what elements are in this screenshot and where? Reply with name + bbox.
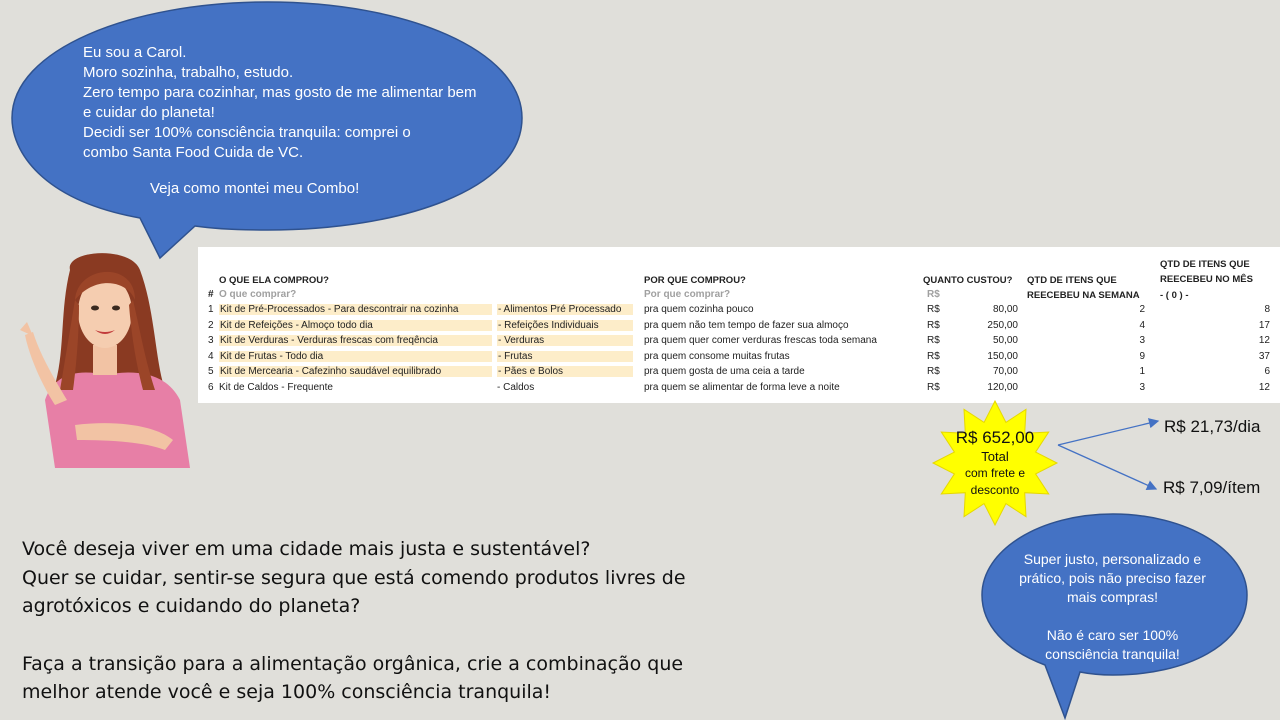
total-star-text: [940, 428, 1050, 498]
header-qty-month-3: - ( 0 ) -: [1160, 290, 1189, 301]
arrow-per-day: [1058, 421, 1158, 445]
subheader-what: O que comprar?: [219, 289, 297, 300]
table-cell-cat: - Refeições Individuais: [497, 320, 633, 331]
table-cell-n: 2: [208, 319, 214, 331]
table-cell-week: 9: [1139, 350, 1145, 362]
table-cell-why: pra quem quer comer verduras frescas toda semana: [644, 335, 877, 346]
table-cell-kit: Kit de Mercearia - Cafezinho saudável equilibrado: [219, 366, 492, 377]
testimonial-line: consciência tranquila!: [1045, 646, 1180, 662]
table-cell-month: 37: [1258, 350, 1270, 362]
table-cell-n: 6: [208, 381, 214, 393]
testimonial-line: Não é caro ser 100%: [1046, 627, 1179, 643]
header-qty-month-1: QTD DE ITENS QUE: [1160, 259, 1250, 270]
table-cell-cur: R$: [927, 350, 940, 362]
intro-line: e cuidar do planeta!: [83, 104, 215, 121]
table-cell-why: pra quem gosta de uma ceia a tarde: [644, 366, 805, 377]
table-cell-month: 8: [1264, 304, 1270, 315]
table-cell-week: 1: [1139, 366, 1145, 377]
table-cell-cat: - Alimentos Pré Processado: [497, 304, 633, 315]
table-cell-n: 3: [208, 335, 214, 346]
table-cell-cur: R$: [927, 381, 940, 393]
table-cell-cur: R$: [927, 335, 940, 346]
header-qty-week-2: REECEBEU NA SEMANA: [1027, 290, 1140, 301]
bottom-message: [22, 535, 782, 707]
woman-illustration: [15, 250, 195, 468]
subheader-why: Por que comprar?: [644, 289, 731, 300]
table-cell-month: 12: [1258, 335, 1270, 346]
table-cell-price: 250,00: [987, 319, 1018, 331]
table-cell-cur: R$: [927, 366, 940, 377]
table-cell-why: pra quem não tem tempo de fazer sua almoço: [644, 319, 849, 331]
table-cell-month: 6: [1264, 366, 1270, 377]
table-cell-why: pra quem se alimentar de forma leve a noite: [644, 381, 840, 393]
table-cell-week: 3: [1139, 381, 1145, 393]
table-cell-cat: - Frutas: [497, 351, 633, 362]
intro-line: Eu sou a Carol.: [83, 44, 187, 61]
header-qty-week-1: QTD DE ITENS QUE: [1027, 275, 1117, 286]
table-cell-why: pra quem cozinha pouco: [644, 304, 754, 315]
table-cell-kit: Kit de Frutas - Todo dia: [219, 351, 492, 362]
table-cell-price: 80,00: [992, 304, 1018, 315]
intro-cta: Veja como montei meu Combo!: [150, 180, 360, 197]
table-cell-kit: Kit de Verduras - Verduras frescas com freqência: [219, 335, 492, 346]
table-cell-kit: Kit de Refeições - Almoço todo dia: [219, 320, 492, 331]
subheader-currency: R$: [927, 289, 940, 300]
total-amount: R$ 652,00: [955, 428, 1035, 447]
bottom-line: Faça a transição para a alimentação orgânica, crie a combinação que: [22, 652, 684, 675]
table-cell-week: 4: [1139, 319, 1145, 331]
table-cell-n: 1: [208, 304, 214, 315]
header-qty-month-2: REECEBEU NO MÊS: [1160, 274, 1253, 285]
table-cell-month: 17: [1258, 319, 1270, 331]
bottom-line: Quer se cuidar, sentir-se segura que está comendo produtos livres de: [22, 566, 686, 589]
header-what: O QUE ELA COMPROU?: [219, 275, 329, 286]
table-cell-price: 70,00: [992, 366, 1018, 377]
intro-line: Decidi ser 100% consciência tranquila: comprei o: [83, 124, 411, 141]
intro-bubble-text: [83, 43, 513, 199]
per-day-value: R$ 21,73/dia: [1164, 417, 1261, 436]
testimonial-line: prático, pois não preciso fazer: [1019, 570, 1206, 586]
intro-line: Moro sozinha, trabalho, estudo.: [83, 64, 294, 81]
bottom-line: melhor atende você e seja 100% consciência tranquila!: [22, 681, 552, 703]
combo-table: [198, 247, 1280, 403]
table-cell-month: 12: [1258, 381, 1270, 393]
intro-line: combo Santa Food Cuida de VC.: [83, 144, 304, 161]
testimonial-line: Super justo, personalizado e: [1023, 551, 1202, 567]
table-cell-cat: - Verduras: [497, 335, 633, 346]
subheader-hash: #: [208, 289, 214, 300]
split-arrows: [1055, 415, 1165, 495]
table-cell-kit: Kit de Caldos - Frequente: [219, 381, 333, 393]
table-cell-week: 2: [1139, 304, 1145, 315]
table-cell-n: 4: [208, 350, 214, 362]
table-cell-cat: - Pães e Bolos: [497, 366, 633, 377]
table-cell-n: 5: [208, 366, 214, 377]
total-note-2: desconto: [970, 483, 1020, 497]
header-why: POR QUE COMPROU?: [644, 275, 746, 286]
table-cell-price: 120,00: [987, 381, 1018, 393]
per-item-value: R$ 7,09/ítem: [1163, 478, 1261, 497]
total-label: Total: [981, 449, 1009, 464]
table-cell-kit: Kit de Pré-Processados - Para descontrair na cozinha: [219, 304, 492, 315]
header-cost: QUANTO CUSTOU?: [923, 275, 1013, 286]
intro-line: Zero tempo para cozinhar, mas gosto de me alimentar bem: [83, 84, 477, 101]
testimonial-text: [995, 550, 1230, 664]
table-cell-price: 50,00: [992, 335, 1018, 346]
bottom-line: agrotóxicos e cuidando do planeta?: [22, 595, 361, 617]
table-cell-cat: - Caldos: [497, 381, 535, 393]
total-note-1: com frete e: [964, 466, 1026, 480]
table-cell-price: 150,00: [987, 350, 1018, 362]
table-cell-cur: R$: [927, 304, 940, 315]
table-cell-week: 3: [1139, 335, 1145, 346]
arrow-per-item: [1058, 445, 1156, 489]
table-cell-cur: R$: [927, 319, 940, 331]
table-cell-why: pra quem consome muitas frutas: [644, 350, 790, 362]
testimonial-line: mais compras!: [1066, 589, 1159, 605]
bottom-line: Você deseja viver em uma cidade mais justa e sustentável?: [22, 538, 591, 560]
